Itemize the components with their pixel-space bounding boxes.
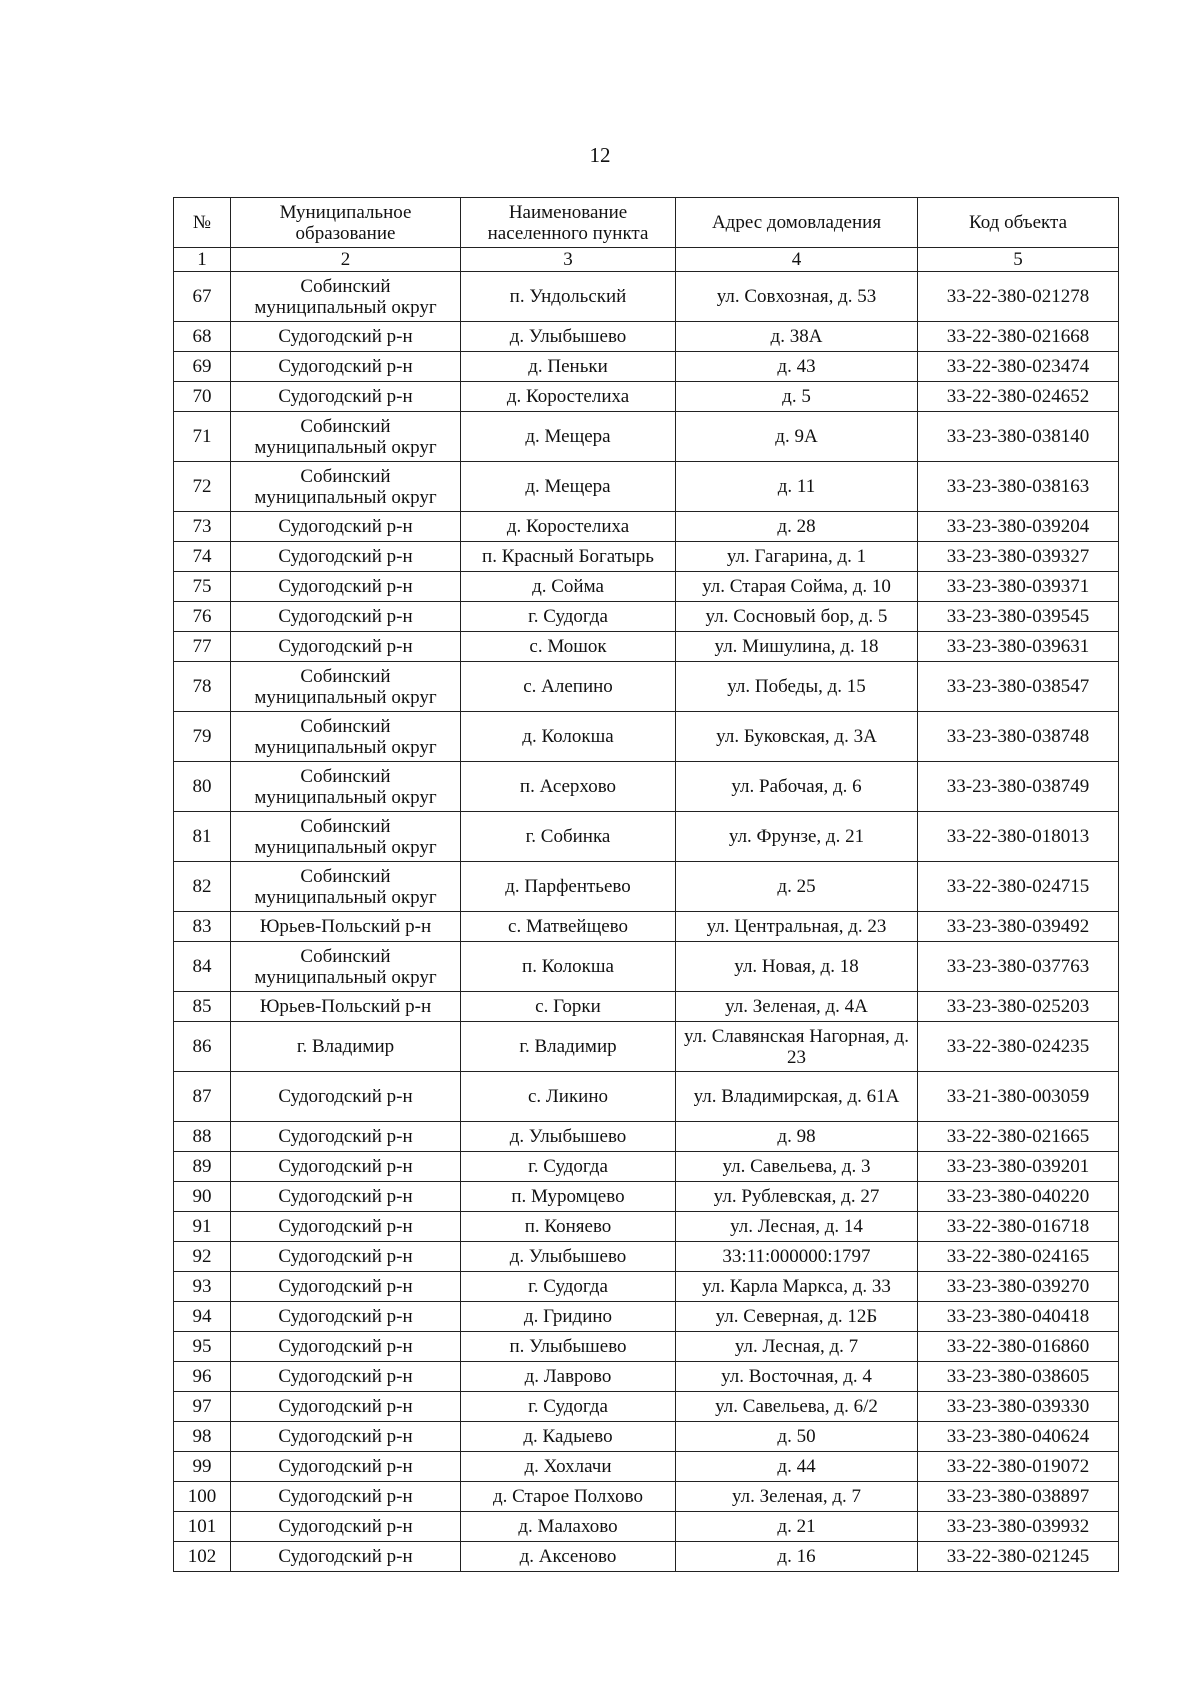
municipality-cell: Судогодский р-н	[231, 1242, 461, 1272]
object-code-cell: 33-22-380-021245	[918, 1542, 1119, 1572]
header-object-code: Код объекта	[918, 198, 1119, 248]
row-number: 70	[174, 382, 231, 412]
settlement-cell: д. Улыбышево	[461, 322, 676, 352]
settlement-cell: г. Собинка	[461, 812, 676, 862]
object-code-cell: 33-23-380-039201	[918, 1152, 1119, 1182]
object-code-cell: 33-22-380-021665	[918, 1122, 1119, 1152]
row-number: 92	[174, 1242, 231, 1272]
object-code-cell: 33-23-380-039631	[918, 632, 1119, 662]
settlement-cell: п. Коняево	[461, 1212, 676, 1242]
table-row	[174, 602, 1119, 632]
municipality-cell: Судогодский р-н	[231, 1452, 461, 1482]
object-code-cell: 33-23-380-039327	[918, 542, 1119, 572]
municipality-cell: Судогодский р-н	[231, 572, 461, 602]
row-number: 99	[174, 1452, 231, 1482]
object-code-cell: 33-23-380-039371	[918, 572, 1119, 602]
settlement-cell: д. Улыбышево	[461, 1242, 676, 1272]
address-cell: 33:11:000000:1797	[676, 1242, 918, 1272]
table-row	[174, 662, 1119, 712]
header-number: №	[174, 198, 231, 248]
settlement-cell: г. Судогда	[461, 1392, 676, 1422]
table-row	[174, 1242, 1119, 1272]
row-number: 71	[174, 412, 231, 462]
settlement-cell: д. Пеньки	[461, 352, 676, 382]
row-number: 83	[174, 912, 231, 942]
address-cell: д. 28	[676, 512, 918, 542]
settlement-cell: д. Малахово	[461, 1512, 676, 1542]
address-cell: ул. Зеленая, д. 4А	[676, 992, 918, 1022]
column-number: 4	[676, 248, 918, 272]
object-code-cell: 33-22-380-016860	[918, 1332, 1119, 1362]
registry-table	[173, 197, 1119, 1572]
table-row	[174, 462, 1119, 512]
table-row	[174, 1422, 1119, 1452]
table-row	[174, 632, 1119, 662]
object-code-cell: 33-23-380-038140	[918, 412, 1119, 462]
address-cell: д. 98	[676, 1122, 918, 1152]
table-row	[174, 1272, 1119, 1302]
settlement-cell: д. Улыбышево	[461, 1122, 676, 1152]
settlement-cell: п. Колокша	[461, 942, 676, 992]
table-row	[174, 712, 1119, 762]
settlement-cell: п. Муромцево	[461, 1182, 676, 1212]
address-cell: ул. Рублевская, д. 27	[676, 1182, 918, 1212]
settlement-cell: д. Гридино	[461, 1302, 676, 1332]
settlement-cell: д. Мещера	[461, 412, 676, 462]
address-cell: ул. Лесная, д. 7	[676, 1332, 918, 1362]
row-number: 72	[174, 462, 231, 512]
address-cell: д. 43	[676, 352, 918, 382]
municipality-cell: Судогодский р-н	[231, 1332, 461, 1362]
table-row	[174, 1212, 1119, 1242]
address-cell: ул. Зеленая, д. 7	[676, 1482, 918, 1512]
object-code-cell: 33-22-380-024165	[918, 1242, 1119, 1272]
settlement-cell: д. Аксеново	[461, 1542, 676, 1572]
row-number: 67	[174, 272, 231, 322]
address-cell: ул. Победы, д. 15	[676, 662, 918, 712]
address-cell: ул. Мишулина, д. 18	[676, 632, 918, 662]
municipality-cell: Собинский муниципальный округ	[231, 712, 461, 762]
column-number: 3	[461, 248, 676, 272]
table-row	[174, 1392, 1119, 1422]
row-number: 88	[174, 1122, 231, 1152]
header-address: Адрес домовладения	[676, 198, 918, 248]
object-code-cell: 33-22-380-021668	[918, 322, 1119, 352]
settlement-cell: с. Мошок	[461, 632, 676, 662]
table-row	[174, 942, 1119, 992]
municipality-cell: Судогодский р-н	[231, 1182, 461, 1212]
table-row	[174, 272, 1119, 322]
row-number: 89	[174, 1152, 231, 1182]
municipality-cell: Судогодский р-н	[231, 1392, 461, 1422]
column-number: 1	[174, 248, 231, 272]
settlement-cell: д. Старое Полхово	[461, 1482, 676, 1512]
object-code-cell: 33-23-380-039330	[918, 1392, 1119, 1422]
settlement-cell: д. Коростелиха	[461, 512, 676, 542]
address-cell: д. 11	[676, 462, 918, 512]
row-number: 98	[174, 1422, 231, 1452]
address-cell: ул. Новая, д. 18	[676, 942, 918, 992]
municipality-cell: Судогодский р-н	[231, 322, 461, 352]
table-row	[174, 1072, 1119, 1122]
row-number: 76	[174, 602, 231, 632]
column-number: 2	[231, 248, 461, 272]
object-code-cell: 33-22-380-018013	[918, 812, 1119, 862]
row-number: 73	[174, 512, 231, 542]
municipality-cell: Судогодский р-н	[231, 382, 461, 412]
row-number: 79	[174, 712, 231, 762]
column-number-row	[174, 248, 1119, 272]
object-code-cell: 33-23-380-038897	[918, 1482, 1119, 1512]
table-header	[174, 198, 1119, 272]
address-cell: ул. Гагарина, д. 1	[676, 542, 918, 572]
settlement-cell: с. Алепино	[461, 662, 676, 712]
settlement-cell: д. Парфентьево	[461, 862, 676, 912]
object-code-cell: 33-23-380-039545	[918, 602, 1119, 632]
object-code-cell: 33-22-380-024715	[918, 862, 1119, 912]
municipality-cell: Собинский муниципальный округ	[231, 862, 461, 912]
table-row	[174, 1512, 1119, 1542]
address-cell: д. 16	[676, 1542, 918, 1572]
table-body	[174, 272, 1119, 1572]
municipality-cell: Собинский муниципальный округ	[231, 462, 461, 512]
table-row	[174, 1182, 1119, 1212]
municipality-cell: Собинский муниципальный округ	[231, 942, 461, 992]
municipality-cell: Судогодский р-н	[231, 542, 461, 572]
object-code-cell: 33-21-380-003059	[918, 1072, 1119, 1122]
address-cell: ул. Центральная, д. 23	[676, 912, 918, 942]
table-row	[174, 1332, 1119, 1362]
settlement-cell: г. Судогда	[461, 1152, 676, 1182]
table-row	[174, 992, 1119, 1022]
municipality-cell: Судогодский р-н	[231, 1072, 461, 1122]
address-cell: ул. Совхозная, д. 53	[676, 272, 918, 322]
address-cell: ул. Лесная, д. 14	[676, 1212, 918, 1242]
address-cell: ул. Савельева, д. 3	[676, 1152, 918, 1182]
table-row	[174, 1542, 1119, 1572]
table-row	[174, 862, 1119, 912]
settlement-cell: д. Колокша	[461, 712, 676, 762]
object-code-cell: 33-22-380-023474	[918, 352, 1119, 382]
row-number: 96	[174, 1362, 231, 1392]
object-code-cell: 33-22-380-021278	[918, 272, 1119, 322]
table-row	[174, 912, 1119, 942]
municipality-cell: Судогодский р-н	[231, 352, 461, 382]
object-code-cell: 33-23-380-039204	[918, 512, 1119, 542]
table-row	[174, 762, 1119, 812]
address-cell: д. 38А	[676, 322, 918, 352]
row-number: 77	[174, 632, 231, 662]
settlement-cell: с. Матвейщево	[461, 912, 676, 942]
table-row	[174, 1452, 1119, 1482]
column-number: 5	[918, 248, 1119, 272]
address-cell: ул. Рабочая, д. 6	[676, 762, 918, 812]
municipality-cell: г. Владимир	[231, 1022, 461, 1072]
settlement-cell: г. Судогда	[461, 1272, 676, 1302]
object-code-cell: 33-23-380-040624	[918, 1422, 1119, 1452]
address-cell: д. 9А	[676, 412, 918, 462]
municipality-cell: Судогодский р-н	[231, 1362, 461, 1392]
municipality-cell: Судогодский р-н	[231, 1152, 461, 1182]
page-number: 12	[589, 143, 611, 167]
row-number: 94	[174, 1302, 231, 1332]
settlement-cell: д. Сойма	[461, 572, 676, 602]
address-cell: ул. Владимирская, д. 61А	[676, 1072, 918, 1122]
row-number: 85	[174, 992, 231, 1022]
address-cell: ул. Восточная, д. 4	[676, 1362, 918, 1392]
row-number: 101	[174, 1512, 231, 1542]
object-code-cell: 33-22-380-024235	[918, 1022, 1119, 1072]
address-cell: ул. Савельева, д. 6/2	[676, 1392, 918, 1422]
table-row	[174, 1302, 1119, 1332]
municipality-cell: Судогодский р-н	[231, 1212, 461, 1242]
table-row	[174, 1022, 1119, 1072]
settlement-cell: д. Мещера	[461, 462, 676, 512]
address-cell: ул. Фрунзе, д. 21	[676, 812, 918, 862]
municipality-cell: Судогодский р-н	[231, 512, 461, 542]
row-number: 80	[174, 762, 231, 812]
row-number: 97	[174, 1392, 231, 1422]
municipality-cell: Судогодский р-н	[231, 632, 461, 662]
municipality-cell: Судогодский р-н	[231, 1302, 461, 1332]
object-code-cell: 33-23-380-040418	[918, 1302, 1119, 1332]
row-number: 75	[174, 572, 231, 602]
header-row	[174, 198, 1119, 248]
table-row	[174, 1122, 1119, 1152]
object-code-cell: 33-23-380-038163	[918, 462, 1119, 512]
municipality-cell: Судогодский р-н	[231, 1422, 461, 1452]
municipality-cell: Собинский муниципальный округ	[231, 412, 461, 462]
row-number: 90	[174, 1182, 231, 1212]
table-row	[174, 1362, 1119, 1392]
address-cell: ул. Буковская, д. 3А	[676, 712, 918, 762]
row-number: 86	[174, 1022, 231, 1072]
address-cell: д. 50	[676, 1422, 918, 1452]
municipality-cell: Юрьев-Польский р-н	[231, 992, 461, 1022]
address-cell: д. 44	[676, 1452, 918, 1482]
settlement-cell: п. Асерхово	[461, 762, 676, 812]
settlement-cell: с. Горки	[461, 992, 676, 1022]
object-code-cell: 33-23-380-038605	[918, 1362, 1119, 1392]
municipality-cell: Собинский муниципальный округ	[231, 662, 461, 712]
settlement-cell: д. Лаврово	[461, 1362, 676, 1392]
row-number: 74	[174, 542, 231, 572]
settlement-cell: д. Кадыево	[461, 1422, 676, 1452]
municipality-cell: Собинский муниципальный округ	[231, 272, 461, 322]
object-code-cell: 33-23-380-040220	[918, 1182, 1119, 1212]
municipality-cell: Собинский муниципальный округ	[231, 812, 461, 862]
row-number: 91	[174, 1212, 231, 1242]
municipality-cell: Юрьев-Польский р-н	[231, 912, 461, 942]
object-code-cell: 33-23-380-039270	[918, 1272, 1119, 1302]
object-code-cell: 33-22-380-024652	[918, 382, 1119, 412]
object-code-cell: 33-23-380-025203	[918, 992, 1119, 1022]
address-cell: ул. Сосновый бор, д. 5	[676, 602, 918, 632]
municipality-cell: Судогодский р-н	[231, 1482, 461, 1512]
municipality-cell: Собинский муниципальный округ	[231, 762, 461, 812]
settlement-cell: п. Красный Богатырь	[461, 542, 676, 572]
table-row	[174, 812, 1119, 862]
table-row	[174, 412, 1119, 462]
row-number: 102	[174, 1542, 231, 1572]
settlement-cell: г. Владимир	[461, 1022, 676, 1072]
header-settlement: Наименование населенного пункта	[461, 198, 676, 248]
table-row	[174, 512, 1119, 542]
object-code-cell: 33-23-380-037763	[918, 942, 1119, 992]
row-number: 78	[174, 662, 231, 712]
municipality-cell: Судогодский р-н	[231, 1122, 461, 1152]
municipality-cell: Судогодский р-н	[231, 1542, 461, 1572]
municipality-cell: Судогодский р-н	[231, 602, 461, 632]
address-cell: ул. Карла Маркса, д. 33	[676, 1272, 918, 1302]
header-municipality: Муниципальное образование	[231, 198, 461, 248]
settlement-cell: д. Коростелиха	[461, 382, 676, 412]
row-number: 82	[174, 862, 231, 912]
row-number: 84	[174, 942, 231, 992]
table-row	[174, 542, 1119, 572]
settlement-cell: г. Судогда	[461, 602, 676, 632]
object-code-cell: 33-23-380-038547	[918, 662, 1119, 712]
row-number: 81	[174, 812, 231, 862]
table-row	[174, 352, 1119, 382]
object-code-cell: 33-22-380-019072	[918, 1452, 1119, 1482]
row-number: 95	[174, 1332, 231, 1362]
address-cell: д. 25	[676, 862, 918, 912]
object-code-cell: 33-22-380-016718	[918, 1212, 1119, 1242]
address-cell: ул. Северная, д. 12Б	[676, 1302, 918, 1332]
municipality-cell: Судогодский р-н	[231, 1512, 461, 1542]
row-number: 93	[174, 1272, 231, 1302]
row-number: 100	[174, 1482, 231, 1512]
address-cell: д. 21	[676, 1512, 918, 1542]
table-row	[174, 382, 1119, 412]
row-number: 68	[174, 322, 231, 352]
settlement-cell: с. Ликино	[461, 1072, 676, 1122]
object-code-cell: 33-23-380-038749	[918, 762, 1119, 812]
municipality-cell: Судогодский р-н	[231, 1272, 461, 1302]
object-code-cell: 33-23-380-038748	[918, 712, 1119, 762]
table-row	[174, 1152, 1119, 1182]
table-row	[174, 322, 1119, 352]
table-row	[174, 1482, 1119, 1512]
object-code-cell: 33-23-380-039492	[918, 912, 1119, 942]
address-cell: д. 5	[676, 382, 918, 412]
address-cell: ул. Старая Сойма, д. 10	[676, 572, 918, 602]
row-number: 87	[174, 1072, 231, 1122]
settlement-cell: п. Ундольский	[461, 272, 676, 322]
address-cell: ул. Славянская Нагорная, д. 23	[676, 1022, 918, 1072]
table-row	[174, 572, 1119, 602]
object-code-cell: 33-23-380-039932	[918, 1512, 1119, 1542]
row-number: 69	[174, 352, 231, 382]
settlement-cell: п. Улыбышево	[461, 1332, 676, 1362]
settlement-cell: д. Хохлачи	[461, 1452, 676, 1482]
